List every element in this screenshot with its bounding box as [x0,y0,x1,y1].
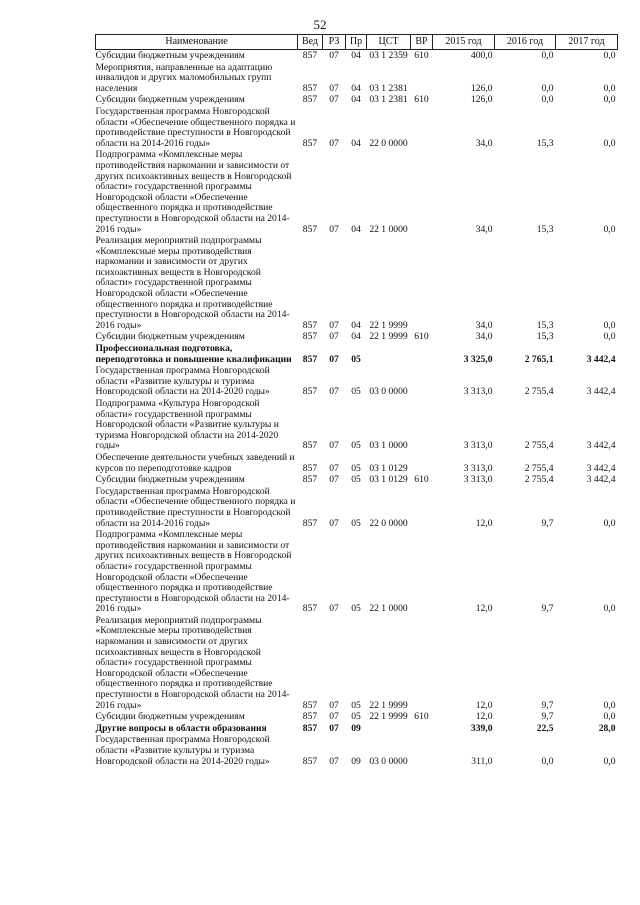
header-2016: 2016 год [495,35,556,50]
cell-pr: 04 [351,50,361,61]
cell-vr [411,365,433,398]
table-row [96,331,618,343]
header-name: Наименование [96,35,298,50]
cell-2017: 0,0 [603,223,616,235]
cell-cst: 22 0 0000 [369,137,408,149]
cell-ved: 857 [302,386,318,398]
cell-vr [411,615,433,711]
cell-rz: 07 [329,137,339,149]
table-row [96,94,618,106]
cell-rz: 07 [329,711,339,723]
cell-2017: 3 442,4 [586,353,616,365]
cell-rz: 07 [329,755,339,767]
cell-2015: 34,0 [475,331,493,343]
cell-ved: 857 [302,82,318,94]
table-row [96,106,618,149]
cell-2016: 15,3 [536,137,554,149]
cell-rz: 07 [329,319,339,331]
cell-rz: 07 [329,517,339,529]
cell-name: Государственная программа Новгородской области «Развитие культуры и туризма Новгородской области на 2014-2020 годы» [95,734,270,767]
cell-name: Государственная программа Новгородской области «Обеспечение общественного порядка и противодействие преступности в Новгородской области на 2014-2016 годы» [95,105,296,149]
cell-2017: 0,0 [603,755,616,767]
table-row [96,62,618,95]
cell-2015: 339,0 [470,722,493,734]
cell-vr: 610 [414,711,429,723]
cell-name: Обеспечение деятельности учебных заведений и курсов по переподготовке кадров [95,451,295,474]
cell-pr: 05 [351,353,361,365]
cell-pr: 04 [351,331,361,343]
cell-cst: 03 1 2381 [369,94,408,106]
cell-2016: 2 755,4 [524,462,554,474]
cell-rz: 07 [329,474,339,486]
cell-2017: 3 442,4 [586,462,616,474]
cell-name: Подпрограмма «Комплексные меры противодействия наркомании и зависимости от других психоактивных веществ в Новгородской области» государственной программы Новгородской области «Обеспечение общественного порядка и противодействие преступности в Новгородской области на 2014-2016 годы» [95,149,292,235]
cell-cst: 03 0 0000 [369,386,408,398]
cell-cst: 03 1 0000 [369,440,408,452]
cell-2017: 0,0 [603,331,616,343]
cell-2016: 2 755,4 [524,440,554,452]
cell-pr: 04 [351,94,361,106]
cell-rz: 07 [329,223,339,235]
cell-rz: 07 [329,82,339,94]
cell-name: Подпрограмма «Комплексные меры противодействия наркомании и зависимости от других психоактивных веществ в Новгородской области» государственной программы Новгородской области «Обеспечение общественного порядка и противодействие преступности в Новгородской области на 2014-2016 годы» [95,529,292,615]
table-row [96,235,618,331]
cell-ved: 857 [302,353,318,365]
cell-2016: 22,5 [536,722,554,734]
cell-2016: 9,7 [541,517,554,529]
cell-2016: 15,3 [536,331,554,343]
cell-cst: 22 1 0000 [369,223,408,235]
cell-ved: 857 [302,517,318,529]
cell-cst [367,343,411,365]
cell-2016: 9,7 [541,699,554,711]
cell-ved: 857 [302,755,318,767]
cell-ved: 857 [302,699,318,711]
cell-2016: 2 755,4 [524,386,554,398]
cell-ved: 857 [302,223,318,235]
cell-cst: 22 1 9999 [369,711,408,723]
cell-cst: 22 0 0000 [369,517,408,529]
cell-rz: 07 [329,440,339,452]
cell-name: Подпрограмма «Культура Новгородской области» государственной программы Новгородской области «Развитие культуры и туризма Новгородской области на 2014-2020 годы» [95,398,279,452]
cell-pr: 05 [351,711,361,723]
cell-vr [411,723,433,735]
cell-ved: 857 [302,137,318,149]
cell-name: Государственная программа Новгородской области «Развитие культуры и туризма Новгородской области на 2014-2020 годы» [95,365,270,398]
cell-name: Мероприятия, направленные на адаптацию инвалидов и других маломобильных групп населения [95,61,273,94]
cell-vr [411,235,433,331]
cell-vr [411,62,433,95]
cell-vr: 610 [414,50,429,61]
cell-2016: 0,0 [541,755,554,767]
cell-2016: 0,0 [541,82,554,94]
cell-2016: 15,3 [536,319,554,331]
cell-cst: 22 1 9999 [369,331,408,343]
cell-rz: 07 [329,353,339,365]
header-vr: ВР [411,35,433,50]
table-row [96,398,618,452]
table-row [96,529,618,615]
cell-vr: 610 [414,331,429,343]
cell-name: Реализация мероприятий подпрограммы «Комплексные меры противодействия наркомании и зависимости от других психоактивных веществ в Новгородской области» государственной программы Новгородской области «Обеспечение общественного порядка и противодействие преступности в Новгородской области на 2014-2016 годы» [95,614,290,711]
cell-name: Субсидии бюджетным учреждениям [95,94,245,106]
cell-2017: 0,0 [603,603,616,615]
cell-2017: 0,0 [603,699,616,711]
table-header [96,35,618,50]
cell-cst: 22 1 9999 [369,319,408,331]
table-row [96,615,618,711]
cell-rz: 07 [329,386,339,398]
cell-name: Государственная программа Новгородской области «Обеспечение общественного порядка и противодействие преступности в Новгородской области на 2014-2016 годы» [95,485,296,529]
cell-cst: 22 1 0000 [369,603,408,615]
cell-name: Субсидии бюджетным учреждениям [95,50,245,61]
cell-2017: 0,0 [603,319,616,331]
table-row [96,711,618,723]
cell-rz: 07 [329,699,339,711]
header-pr: Пр [346,35,367,50]
cell-pr: 09 [351,722,361,734]
cell-rz: 07 [329,94,339,106]
cell-pr: 04 [351,223,361,235]
cell-rz: 07 [329,50,339,61]
cell-2015: 3 313,0 [463,462,493,474]
cell-2015: 34,0 [475,319,493,331]
cell-pr: 05 [351,603,361,615]
cell-2015: 3 313,0 [463,386,493,398]
cell-vr: 610 [414,94,429,106]
cell-name: Другие вопросы в области образования [95,722,267,734]
cell-2015: 34,0 [475,223,493,235]
cell-2016: 2 755,4 [524,474,554,486]
table-row [96,365,618,398]
header-cst: ЦСТ [367,35,411,50]
cell-cst: 22 1 9999 [369,699,408,711]
cell-vr: 610 [414,474,429,486]
cell-vr [411,106,433,149]
cell-pr: 05 [351,386,361,398]
table-row [96,149,618,235]
cell-ved: 857 [302,50,318,61]
header-ved: Вед [298,35,323,50]
cell-2017: 3 442,4 [586,474,616,486]
cell-vr [411,734,433,767]
table-row [96,734,618,767]
cell-pr: 05 [351,462,361,474]
cell-cst [367,723,411,735]
cell-rz: 07 [329,603,339,615]
cell-rz: 07 [329,722,339,734]
cell-2015: 311,0 [471,755,493,767]
cell-2017: 0,0 [603,711,616,723]
header-rz: РЗ [323,35,346,50]
table-row [96,343,618,365]
cell-cst: 03 1 0129 [369,474,408,486]
cell-2015: 400,0 [470,50,493,61]
cell-rz: 07 [329,331,339,343]
cell-pr: 04 [351,137,361,149]
cell-pr: 05 [351,440,361,452]
cell-ved: 857 [302,462,318,474]
cell-name: Профессиональная подготовка, переподготовка и повышение квалификации [95,343,292,365]
cell-2017: 0,0 [603,94,616,106]
cell-ved: 857 [302,319,318,331]
cell-2016: 0,0 [541,50,554,61]
cell-vr [411,398,433,452]
cell-2017: 3 442,4 [586,440,616,452]
cell-2017: 0,0 [603,82,616,94]
cell-vr [411,529,433,615]
cell-2016: 9,7 [541,711,554,723]
cell-ved: 857 [302,440,318,452]
cell-2015: 12,0 [475,699,493,711]
cell-name: Субсидии бюджетным учреждениям [95,711,245,723]
cell-cst: 03 1 2359 [369,50,408,61]
cell-ved: 857 [302,603,318,615]
table-row [96,452,618,474]
cell-ved: 857 [302,722,318,734]
cell-2015: 34,0 [475,137,493,149]
cell-pr: 05 [351,699,361,711]
table-row [96,50,618,62]
cell-ved: 857 [302,331,318,343]
cell-2015: 3 325,0 [463,353,493,365]
cell-2015: 12,0 [475,711,493,723]
cell-pr: 05 [351,517,361,529]
cell-2017: 3 442,4 [586,386,616,398]
cell-name: Субсидии бюджетным учреждениям [95,474,245,486]
cell-rz: 07 [329,462,339,474]
cell-2015: 12,0 [475,603,493,615]
cell-vr [411,343,433,365]
page-number: 52 [313,17,327,32]
cell-cst: 03 0 0000 [369,755,408,767]
cell-pr: 04 [351,319,361,331]
cell-ved: 857 [302,711,318,723]
header-2015: 2015 год [433,35,495,50]
cell-2015: 3 313,0 [463,440,493,452]
cell-pr: 05 [351,474,361,486]
cell-cst: 03 1 2381 [369,82,408,94]
cell-2017: 0,0 [603,517,616,529]
cell-vr [411,486,433,529]
table-row [96,486,618,529]
cell-2016: 9,7 [541,603,554,615]
cell-ved: 857 [302,474,318,486]
cell-2015: 126,0 [470,82,493,94]
cell-2015: 12,0 [475,517,493,529]
cell-name: Субсидии бюджетным учреждениям [95,331,245,343]
cell-2017: 0,0 [603,50,616,61]
cell-pr: 09 [351,755,361,767]
cell-2017: 28,0 [598,722,616,734]
cell-2017: 0,0 [603,137,616,149]
header-2017: 2017 год [556,35,618,50]
cell-vr [411,149,433,235]
cell-ved: 857 [302,94,318,106]
cell-2016: 0,0 [541,94,554,106]
table-row [96,474,618,486]
cell-cst: 03 1 0129 [369,462,408,474]
table-row [96,723,618,735]
cell-vr [411,452,433,474]
cell-2015: 126,0 [470,94,493,106]
cell-2016: 15,3 [536,223,554,235]
cell-pr: 04 [351,82,361,94]
cell-name: Реализация мероприятий подпрограммы «Комплексные меры противодействия наркомании и зависимости от других психоактивных веществ в Новгородской области» государственной программы Новгородской области «Обеспечение общественного порядка и противодействие преступности в Новгородской области на 2014-2016 годы» [95,235,290,331]
cell-2016: 2 765,1 [524,353,554,365]
table-body [96,50,618,768]
budget-table [95,34,618,767]
cell-2015: 3 313,0 [463,474,493,486]
